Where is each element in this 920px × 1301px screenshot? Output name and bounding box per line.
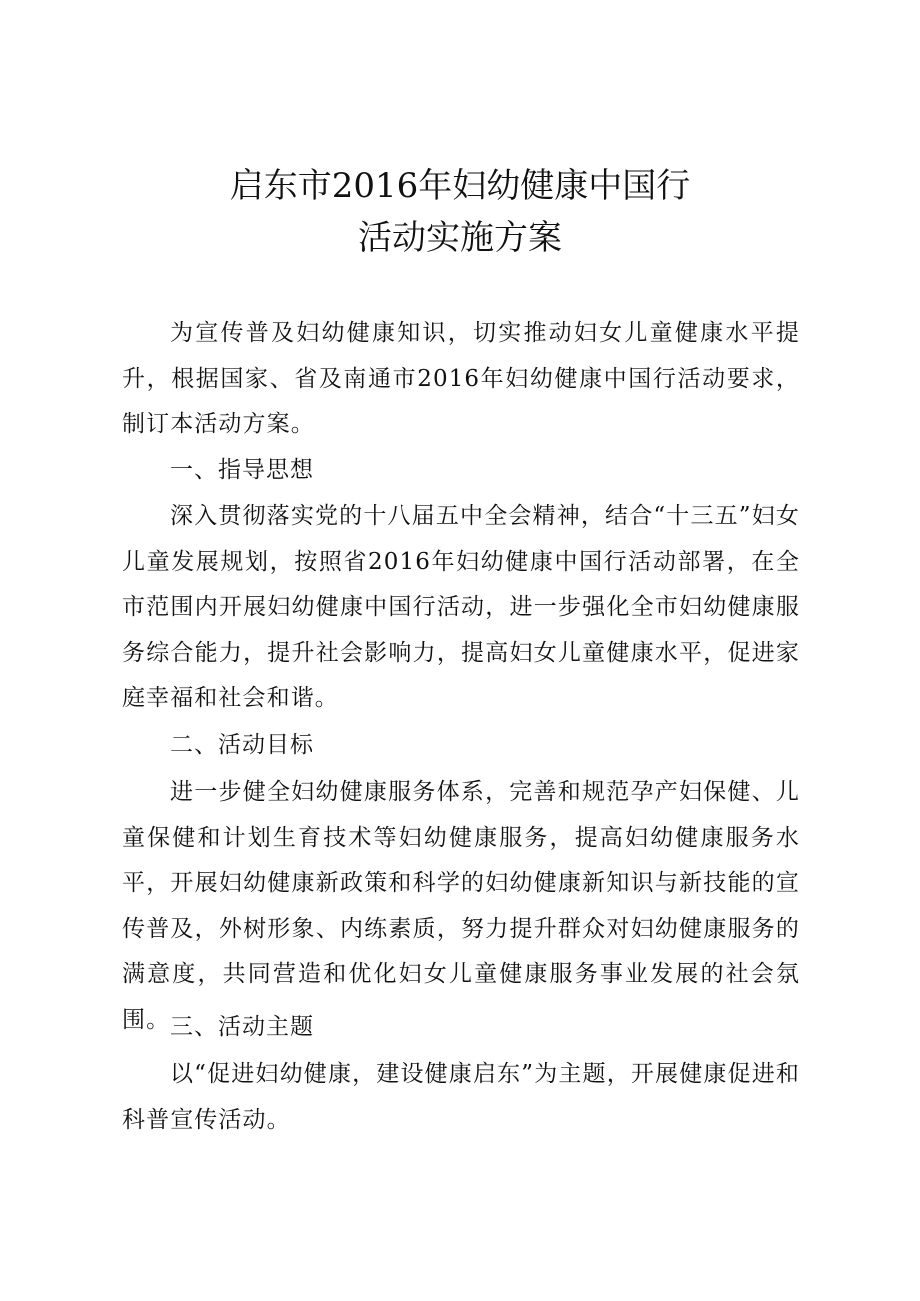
section-heading-activity-goals: 二、活动目标	[170, 732, 314, 758]
intro-paragraph: 为宣传普及妇幼健康知识，切实推动妇女儿童健康水平提升，根据国家、省及南通市2016年妇幼健康中国行活动要求，制订本活动方案。	[122, 320, 800, 438]
section-heading-guiding-ideology: 一、指导思想	[170, 457, 314, 483]
document-title-line-1: 启东市2016年妇幼健康中国行	[229, 166, 691, 206]
document-title-line-2: 活动实施方案	[358, 218, 562, 258]
section-body-activity-theme: 以“促进妇幼健康，建设健康启东”为主题，开展健康促进和科普宣传活动。	[122, 1061, 800, 1133]
section-body-activity-goals: 进一步健全妇幼健康服务体系，完善和规范孕产妇保健、儿童保健和计划生育技术等妇幼健康服务，提高妇幼健康服务水平，开展妇幼健康新政策和科学的妇幼健康新知识与新技能的宣传普及，外树形象、内练素质，努力提升群众对妇幼健康服务的满意度，共同营造和优化妇女儿童健康服务事业发展的社会氛围。	[122, 779, 800, 1033]
section-heading-activity-theme: 三、活动主题	[170, 1014, 314, 1040]
section-body-guiding-ideology: 深入贯彻落实党的十八届五中全会精神，结合“十三五”妇女儿童发展规划，按照省2016年妇幼健康中国行活动部署，在全市范围内开展妇幼健康中国行活动，进一步强化全市妇幼健康服务综合能力，提升社会影响力，提高妇女儿童健康水平，促进家庭幸福和社会和谐。	[122, 503, 800, 712]
